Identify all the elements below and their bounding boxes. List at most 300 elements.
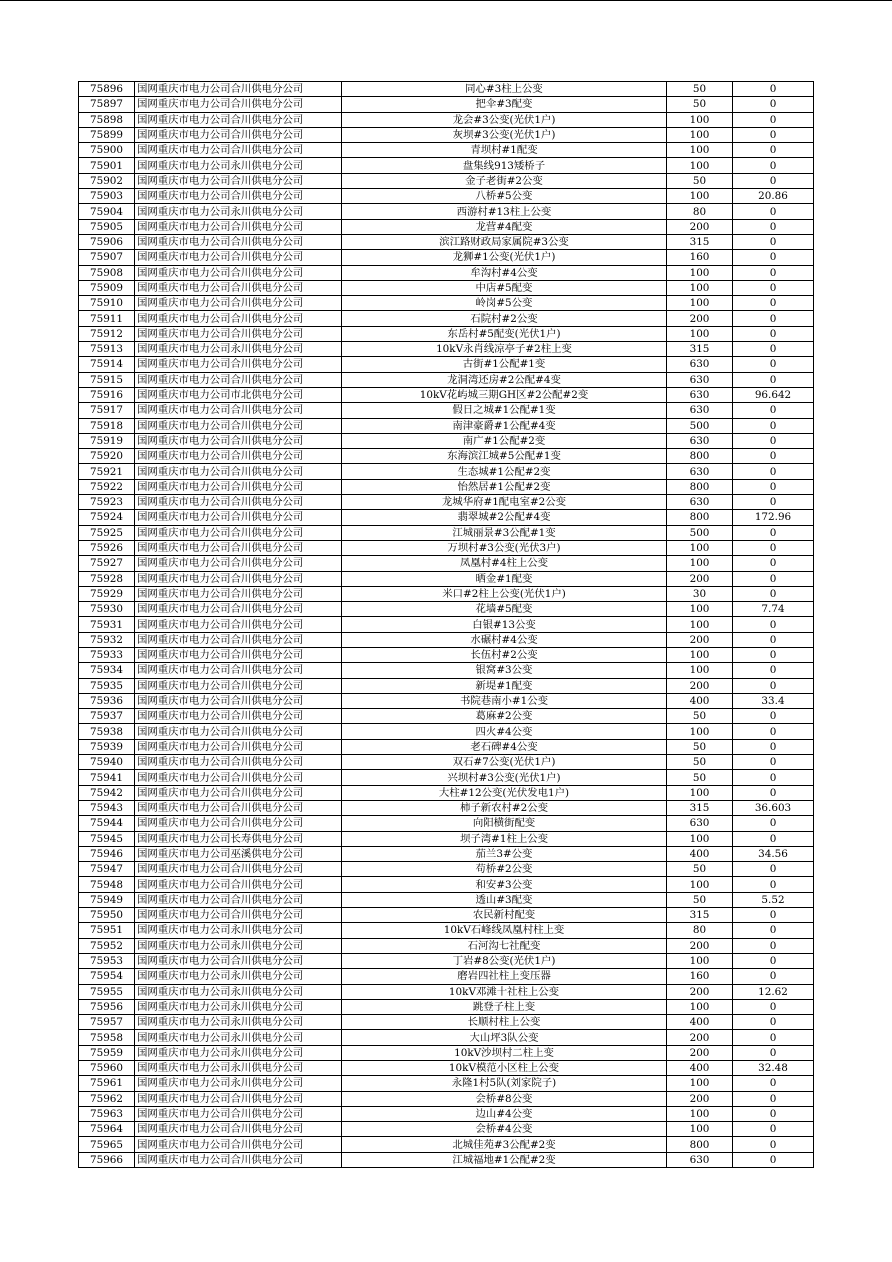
- value-cell: 0: [733, 556, 814, 571]
- transformer-name-cell: 牟沟村#4公变: [342, 265, 667, 280]
- capacity-cell: 800: [667, 479, 733, 494]
- value-cell: 0: [733, 479, 814, 494]
- value-cell: 0: [733, 724, 814, 739]
- transformer-name-cell: 10kV永肖线凉亭子#2柱上变: [342, 342, 667, 357]
- company-cell: 国网重庆市电力公司合川供电分公司: [135, 586, 342, 601]
- company-cell: 国网重庆市电力公司合川供电分公司: [135, 678, 342, 693]
- capacity-cell: 100: [667, 953, 733, 968]
- table-row: [79, 969, 814, 984]
- company-cell: 国网重庆市电力公司永川供电分公司: [135, 984, 342, 999]
- company-cell: 国网重庆市电力公司合川供电分公司: [135, 1106, 342, 1121]
- transformer-name-cell: 苟桥#2公变: [342, 862, 667, 877]
- row-id-cell: 75900: [79, 143, 135, 158]
- company-cell: 国网重庆市电力公司永川供电分公司: [135, 1076, 342, 1091]
- row-id-cell: 75941: [79, 770, 135, 785]
- company-cell: 国网重庆市电力公司合川供电分公司: [135, 127, 342, 142]
- transformer-name-cell: 书院巷南小#1公变: [342, 693, 667, 708]
- company-cell: 国网重庆市电力公司市北供电分公司: [135, 387, 342, 402]
- row-id-cell: 75901: [79, 158, 135, 173]
- table-row: [79, 908, 814, 923]
- capacity-cell: 100: [667, 265, 733, 280]
- row-id-cell: 75939: [79, 739, 135, 754]
- company-cell: 国网重庆市电力公司合川供电分公司: [135, 1091, 342, 1106]
- row-id-cell: 75942: [79, 785, 135, 800]
- table-row: [79, 234, 814, 249]
- value-cell: 0: [733, 969, 814, 984]
- row-id-cell: 75960: [79, 1061, 135, 1076]
- table-row: [79, 571, 814, 586]
- company-cell: 国网重庆市电力公司合川供电分公司: [135, 143, 342, 158]
- row-id-cell: 75948: [79, 877, 135, 892]
- table-row: [79, 204, 814, 219]
- capacity-cell: 630: [667, 495, 733, 510]
- transformer-name-cell: 龙营#4配变: [342, 219, 667, 234]
- transformer-name-cell: 丁岩#8公变(光伏1户): [342, 953, 667, 968]
- company-cell: 国网重庆市电力公司合川供电分公司: [135, 663, 342, 678]
- row-id-cell: 75922: [79, 479, 135, 494]
- capacity-cell: 630: [667, 372, 733, 387]
- transformer-name-cell: 南津豪爵#1公配#4变: [342, 418, 667, 433]
- capacity-cell: 100: [667, 647, 733, 662]
- transformer-name-cell: 东岳村#5配变(光伏1户): [342, 326, 667, 341]
- company-cell: 国网重庆市电力公司合川供电分公司: [135, 495, 342, 510]
- table-row: [79, 953, 814, 968]
- row-id-cell: 75956: [79, 999, 135, 1014]
- value-cell: 172.96: [733, 510, 814, 525]
- company-cell: 国网重庆市电力公司合川供电分公司: [135, 785, 342, 800]
- table-row: [79, 479, 814, 494]
- company-cell: 国网重庆市电力公司永川供电分公司: [135, 969, 342, 984]
- company-cell: 国网重庆市电力公司永川供电分公司: [135, 204, 342, 219]
- value-cell: 5.52: [733, 892, 814, 907]
- value-cell: 0: [733, 464, 814, 479]
- table-row: [79, 693, 814, 708]
- value-cell: 0: [733, 1091, 814, 1106]
- value-cell: 34.56: [733, 846, 814, 861]
- capacity-cell: 200: [667, 1030, 733, 1045]
- value-cell: 0: [733, 770, 814, 785]
- transformer-name-cell: 北城佳苑#3公配#2变: [342, 1137, 667, 1152]
- capacity-cell: 200: [667, 678, 733, 693]
- row-id-cell: 75933: [79, 647, 135, 662]
- value-cell: 0: [733, 311, 814, 326]
- table-body: [79, 82, 814, 1168]
- company-cell: 国网重庆市电力公司永川供电分公司: [135, 1015, 342, 1030]
- value-cell: 0: [733, 586, 814, 601]
- value-cell: 0: [733, 495, 814, 510]
- table-row: [79, 403, 814, 418]
- company-cell: 国网重庆市电力公司合川供电分公司: [135, 433, 342, 448]
- company-cell: 国网重庆市电力公司合川供电分公司: [135, 556, 342, 571]
- company-cell: 国网重庆市电力公司合川供电分公司: [135, 219, 342, 234]
- transformer-name-cell: 南广#1公配#2变: [342, 433, 667, 448]
- table-row: [79, 510, 814, 525]
- table-row: [79, 495, 814, 510]
- transformer-name-cell: 坝子湾#1柱上公变: [342, 831, 667, 846]
- table-row: [79, 785, 814, 800]
- table-row: [79, 1045, 814, 1060]
- row-id-cell: 75898: [79, 112, 135, 127]
- capacity-cell: 100: [667, 540, 733, 555]
- table-row: [79, 1076, 814, 1091]
- value-cell: 0: [733, 877, 814, 892]
- capacity-cell: 50: [667, 770, 733, 785]
- capacity-cell: 630: [667, 433, 733, 448]
- company-cell: 国网重庆市电力公司合川供电分公司: [135, 617, 342, 632]
- company-cell: 国网重庆市电力公司合川供电分公司: [135, 250, 342, 265]
- table-row: [79, 387, 814, 402]
- table-row: [79, 1152, 814, 1167]
- table-row: [79, 632, 814, 647]
- table-row: [79, 1030, 814, 1045]
- value-cell: 0: [733, 296, 814, 311]
- capacity-cell: 800: [667, 510, 733, 525]
- table-row: [79, 219, 814, 234]
- value-cell: 0: [733, 617, 814, 632]
- table-row: [79, 464, 814, 479]
- table-row: [79, 739, 814, 754]
- company-cell: 国网重庆市电力公司合川供电分公司: [135, 326, 342, 341]
- table-row: [79, 342, 814, 357]
- capacity-cell: 630: [667, 403, 733, 418]
- company-cell: 国网重庆市电力公司巫溪供电分公司: [135, 846, 342, 861]
- value-cell: 0: [733, 999, 814, 1014]
- table-row: [79, 678, 814, 693]
- value-cell: 0: [733, 449, 814, 464]
- value-cell: 32.48: [733, 1061, 814, 1076]
- page-top-rule: [0, 0, 892, 1]
- table-row: [79, 1091, 814, 1106]
- row-id-cell: 75915: [79, 372, 135, 387]
- capacity-cell: 100: [667, 831, 733, 846]
- capacity-cell: 50: [667, 709, 733, 724]
- row-id-cell: 75953: [79, 953, 135, 968]
- row-id-cell: 75943: [79, 800, 135, 815]
- capacity-cell: 500: [667, 418, 733, 433]
- transformer-name-cell: 四火#4公变: [342, 724, 667, 739]
- transformer-name-cell: 龙会#3公变(光伏1户): [342, 112, 667, 127]
- transformer-name-cell: 长顺村柱上公变: [342, 1015, 667, 1030]
- company-cell: 国网重庆市电力公司合川供电分公司: [135, 418, 342, 433]
- company-cell: 国网重庆市电力公司合川供电分公司: [135, 1122, 342, 1137]
- company-cell: 国网重庆市电力公司合川供电分公司: [135, 296, 342, 311]
- capacity-cell: 200: [667, 984, 733, 999]
- table-row: [79, 173, 814, 188]
- capacity-cell: 160: [667, 969, 733, 984]
- value-cell: 0: [733, 112, 814, 127]
- row-id-cell: 75940: [79, 755, 135, 770]
- capacity-cell: 200: [667, 938, 733, 953]
- row-id-cell: 75905: [79, 219, 135, 234]
- company-cell: 国网重庆市电力公司合川供电分公司: [135, 953, 342, 968]
- capacity-cell: 400: [667, 1061, 733, 1076]
- capacity-cell: 200: [667, 219, 733, 234]
- table-row: [79, 1137, 814, 1152]
- value-cell: 0: [733, 326, 814, 341]
- value-cell: 0: [733, 571, 814, 586]
- value-cell: 0: [733, 1152, 814, 1167]
- table-row: [79, 800, 814, 815]
- table-row: [79, 770, 814, 785]
- company-cell: 国网重庆市电力公司合川供电分公司: [135, 877, 342, 892]
- value-cell: 7.74: [733, 602, 814, 617]
- transformer-name-cell: 茄兰3#公变: [342, 846, 667, 861]
- table-row: [79, 724, 814, 739]
- capacity-cell: 50: [667, 97, 733, 112]
- value-cell: 0: [733, 234, 814, 249]
- transformer-name-cell: 中店#5配变: [342, 280, 667, 295]
- transformer-name-cell: 会桥#4公变: [342, 1122, 667, 1137]
- company-cell: 国网重庆市电力公司合川供电分公司: [135, 816, 342, 831]
- company-cell: 国网重庆市电力公司合川供电分公司: [135, 540, 342, 555]
- row-id-cell: 75945: [79, 831, 135, 846]
- value-cell: 0: [733, 540, 814, 555]
- company-cell: 国网重庆市电力公司合川供电分公司: [135, 449, 342, 464]
- row-id-cell: 75917: [79, 403, 135, 418]
- transformer-name-cell: 晒金#1配变: [342, 571, 667, 586]
- row-id-cell: 75932: [79, 632, 135, 647]
- row-id-cell: 75926: [79, 540, 135, 555]
- company-cell: 国网重庆市电力公司合川供电分公司: [135, 82, 342, 97]
- table-row: [79, 372, 814, 387]
- transformer-name-cell: 边山#4公变: [342, 1106, 667, 1121]
- table-row: [79, 540, 814, 555]
- row-id-cell: 75927: [79, 556, 135, 571]
- table-row: [79, 449, 814, 464]
- company-cell: 国网重庆市电力公司合川供电分公司: [135, 739, 342, 754]
- table-row: [79, 999, 814, 1014]
- capacity-cell: 630: [667, 816, 733, 831]
- row-id-cell: 75931: [79, 617, 135, 632]
- value-cell: 0: [733, 816, 814, 831]
- value-cell: 0: [733, 1122, 814, 1137]
- transformer-table: [78, 81, 814, 1168]
- row-id-cell: 75954: [79, 969, 135, 984]
- row-id-cell: 75924: [79, 510, 135, 525]
- transformer-name-cell: 东海滨江城#5公配#1变: [342, 449, 667, 464]
- value-cell: 33.4: [733, 693, 814, 708]
- transformer-name-cell: 新堤#1配变: [342, 678, 667, 693]
- row-id-cell: 75962: [79, 1091, 135, 1106]
- row-id-cell: 75959: [79, 1045, 135, 1060]
- company-cell: 国网重庆市电力公司合川供电分公司: [135, 602, 342, 617]
- row-id-cell: 75914: [79, 357, 135, 372]
- value-cell: 0: [733, 97, 814, 112]
- transformer-name-cell: 江城福地#1公配#2变: [342, 1152, 667, 1167]
- capacity-cell: 100: [667, 1106, 733, 1121]
- capacity-cell: 400: [667, 693, 733, 708]
- company-cell: 国网重庆市电力公司合川供电分公司: [135, 571, 342, 586]
- transformer-name-cell: 磨岩四社柱上变压器: [342, 969, 667, 984]
- row-id-cell: 75918: [79, 418, 135, 433]
- value-cell: 0: [733, 143, 814, 158]
- transformer-name-cell: 会桥#8公变: [342, 1091, 667, 1106]
- table-row: [79, 357, 814, 372]
- capacity-cell: 100: [667, 127, 733, 142]
- row-id-cell: 75947: [79, 862, 135, 877]
- value-cell: 12.62: [733, 984, 814, 999]
- table-row: [79, 265, 814, 280]
- value-cell: 0: [733, 219, 814, 234]
- company-cell: 国网重庆市电力公司合川供电分公司: [135, 709, 342, 724]
- row-id-cell: 75937: [79, 709, 135, 724]
- value-cell: 0: [733, 785, 814, 800]
- transformer-name-cell: 10kV沙坝村二柱上变: [342, 1045, 667, 1060]
- company-cell: 国网重庆市电力公司永川供电分公司: [135, 938, 342, 953]
- table-row: [79, 525, 814, 540]
- value-cell: 0: [733, 1015, 814, 1030]
- company-cell: 国网重庆市电力公司合川供电分公司: [135, 525, 342, 540]
- company-cell: 国网重庆市电力公司合川供电分公司: [135, 357, 342, 372]
- table-row: [79, 877, 814, 892]
- company-cell: 国网重庆市电力公司合川供电分公司: [135, 464, 342, 479]
- company-cell: 国网重庆市电力公司合川供电分公司: [135, 647, 342, 662]
- value-cell: 0: [733, 372, 814, 387]
- table-row: [79, 82, 814, 97]
- row-id-cell: 75949: [79, 892, 135, 907]
- company-cell: 国网重庆市电力公司合川供电分公司: [135, 234, 342, 249]
- capacity-cell: 315: [667, 342, 733, 357]
- transformer-name-cell: 银窝#3公变: [342, 663, 667, 678]
- row-id-cell: 75912: [79, 326, 135, 341]
- capacity-cell: 100: [667, 326, 733, 341]
- transformer-name-cell: 龙狮#1公变(光伏1户): [342, 250, 667, 265]
- table-row: [79, 647, 814, 662]
- table-row: [79, 709, 814, 724]
- company-cell: 国网重庆市电力公司合川供电分公司: [135, 862, 342, 877]
- company-cell: 国网重庆市电力公司合川供电分公司: [135, 755, 342, 770]
- transformer-name-cell: 农民新村配变: [342, 908, 667, 923]
- table-row: [79, 158, 814, 173]
- table-row: [79, 112, 814, 127]
- capacity-cell: 100: [667, 602, 733, 617]
- company-cell: 国网重庆市电力公司永川供电分公司: [135, 1030, 342, 1045]
- transformer-name-cell: 怡然居#1公配#2变: [342, 479, 667, 494]
- company-cell: 国网重庆市电力公司合川供电分公司: [135, 892, 342, 907]
- company-cell: 国网重庆市电力公司合川供电分公司: [135, 693, 342, 708]
- company-cell: 国网重庆市电力公司合川供电分公司: [135, 372, 342, 387]
- table-row: [79, 97, 814, 112]
- company-cell: 国网重庆市电力公司合川供电分公司: [135, 311, 342, 326]
- table-row: [79, 862, 814, 877]
- capacity-cell: 100: [667, 280, 733, 295]
- company-cell: 国网重庆市电力公司合川供电分公司: [135, 97, 342, 112]
- capacity-cell: 200: [667, 632, 733, 647]
- capacity-cell: 200: [667, 1045, 733, 1060]
- company-cell: 国网重庆市电力公司合川供电分公司: [135, 632, 342, 647]
- row-id-cell: 75908: [79, 265, 135, 280]
- transformer-name-cell: 假日之城#1公配#1变: [342, 403, 667, 418]
- table-row: [79, 923, 814, 938]
- capacity-cell: 315: [667, 234, 733, 249]
- row-id-cell: 75903: [79, 189, 135, 204]
- table-row: [79, 846, 814, 861]
- row-id-cell: 75925: [79, 525, 135, 540]
- capacity-cell: 50: [667, 82, 733, 97]
- table-row: [79, 663, 814, 678]
- row-id-cell: 75913: [79, 342, 135, 357]
- company-cell: 国网重庆市电力公司合川供电分公司: [135, 112, 342, 127]
- transformer-name-cell: 龙城华府#1配电室#2公变: [342, 495, 667, 510]
- row-id-cell: 75961: [79, 1076, 135, 1091]
- value-cell: 0: [733, 953, 814, 968]
- row-id-cell: 75916: [79, 387, 135, 402]
- table-row: [79, 418, 814, 433]
- value-cell: 0: [733, 342, 814, 357]
- transformer-name-cell: 八桥#5公变: [342, 189, 667, 204]
- company-cell: 国网重庆市电力公司长寿供电分公司: [135, 831, 342, 846]
- capacity-cell: 80: [667, 204, 733, 219]
- capacity-cell: 200: [667, 571, 733, 586]
- transformer-name-cell: 翡翠城#2公配#4变: [342, 510, 667, 525]
- transformer-name-cell: 把伞#3配变: [342, 97, 667, 112]
- table-row: [79, 617, 814, 632]
- table-row: [79, 296, 814, 311]
- capacity-cell: 100: [667, 877, 733, 892]
- transformer-name-cell: 10kV石峰线凤凰村柱上变: [342, 923, 667, 938]
- table-row: [79, 1015, 814, 1030]
- capacity-cell: 50: [667, 739, 733, 754]
- capacity-cell: 100: [667, 1122, 733, 1137]
- capacity-cell: 50: [667, 755, 733, 770]
- company-cell: 国网重庆市电力公司合川供电分公司: [135, 1137, 342, 1152]
- company-cell: 国网重庆市电力公司合川供电分公司: [135, 265, 342, 280]
- value-cell: 0: [733, 418, 814, 433]
- table-row: [79, 326, 814, 341]
- transformer-name-cell: 花墙#5配变: [342, 602, 667, 617]
- transformer-name-cell: 凤凰村#4柱上公变: [342, 556, 667, 571]
- table-row: [79, 280, 814, 295]
- transformer-name-cell: 白银#13公变: [342, 617, 667, 632]
- capacity-cell: 630: [667, 357, 733, 372]
- row-id-cell: 75896: [79, 82, 135, 97]
- company-cell: 国网重庆市电力公司合川供电分公司: [135, 770, 342, 785]
- company-cell: 国网重庆市电力公司永川供电分公司: [135, 923, 342, 938]
- row-id-cell: 75944: [79, 816, 135, 831]
- value-cell: 0: [733, 938, 814, 953]
- row-id-cell: 75951: [79, 923, 135, 938]
- row-id-cell: 75952: [79, 938, 135, 953]
- row-id-cell: 75899: [79, 127, 135, 142]
- value-cell: 36.603: [733, 800, 814, 815]
- row-id-cell: 75921: [79, 464, 135, 479]
- row-id-cell: 75936: [79, 693, 135, 708]
- capacity-cell: 100: [667, 189, 733, 204]
- value-cell: 0: [733, 525, 814, 540]
- row-id-cell: 75935: [79, 678, 135, 693]
- value-cell: 0: [733, 127, 814, 142]
- value-cell: 0: [733, 158, 814, 173]
- row-id-cell: 75909: [79, 280, 135, 295]
- row-id-cell: 75911: [79, 311, 135, 326]
- transformer-name-cell: 柿子新农村#2公变: [342, 800, 667, 815]
- company-cell: 国网重庆市电力公司合川供电分公司: [135, 724, 342, 739]
- company-cell: 国网重庆市电力公司永川供电分公司: [135, 158, 342, 173]
- capacity-cell: 800: [667, 449, 733, 464]
- row-id-cell: 75930: [79, 602, 135, 617]
- value-cell: 0: [733, 280, 814, 295]
- value-cell: 0: [733, 1106, 814, 1121]
- transformer-name-cell: 永隆1村5队(刘家院子): [342, 1076, 667, 1091]
- transformer-name-cell: 石院村#2公变: [342, 311, 667, 326]
- capacity-cell: 50: [667, 173, 733, 188]
- row-id-cell: 75950: [79, 908, 135, 923]
- transformer-name-cell: 长伍村#2公变: [342, 647, 667, 662]
- capacity-cell: 100: [667, 296, 733, 311]
- row-id-cell: 75955: [79, 984, 135, 999]
- company-cell: 国网重庆市电力公司合川供电分公司: [135, 173, 342, 188]
- row-id-cell: 75966: [79, 1152, 135, 1167]
